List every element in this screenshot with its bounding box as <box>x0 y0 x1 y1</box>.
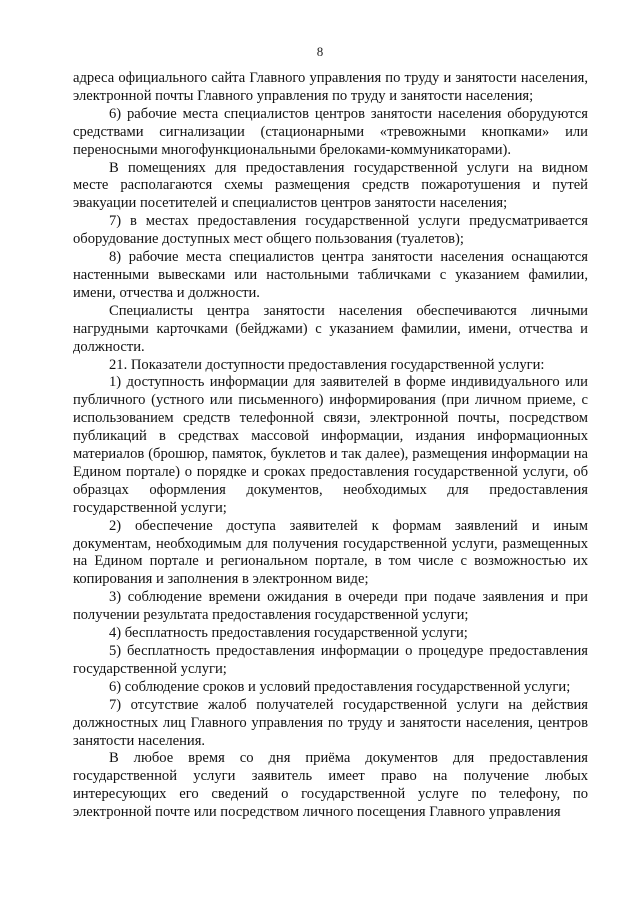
paragraph-1: адреса официального сайта Главного управления по труду и занятости населения, электронной почты Главного управления по труду и занятости населения; <box>73 70 588 104</box>
paragraph-2: 6) рабочие места специалистов центров занятости населения оборудуются средствами сигнализации (стационарными «тревожными кнопками» или переносными многофункциональными брелоками-коммуникаторами). <box>73 105 588 158</box>
paragraph-4: 7) в местах предоставления государственной услуги предусматривается оборудование доступных мест общего пользования (туалетов); <box>73 213 588 248</box>
document-body <box>73 70 588 822</box>
paragraph-10: 3) соблюдение времени ожидания в очереди при подаче заявления и при получении результата предоставления государственной услуги; <box>73 589 588 624</box>
paragraph-9: 2) обеспечение доступа заявителей к формам заявлений и иным документам, необходимым для получения государственной услуги, размещенных на Едином портале и региональном портале, в том числе с возможностью их копирования и заполнения в электронном виде; <box>73 517 588 588</box>
paragraph-11: 4) бесплатность предоставления государственной услуги; <box>109 625 468 642</box>
paragraph-3: В помещениях для предоставления государственной услуги на видном месте располагаются схемы размещения средств пожаротушения и путей эвакуации посетителей и специалистов центров занятости населения; <box>73 159 588 212</box>
paragraph-14: 7) отсутствие жалоб получателей государственной услуги на действия должностных лиц Главного управления по труду и занятости населения, центров занятости населения. <box>73 696 588 749</box>
paragraph-6: Специалисты центра занятости населения обеспечиваются личными нагрудными карточками (бейджами) с указанием фамилии, имени, отчества и должности. <box>73 302 588 355</box>
paragraph-15: В любое время со дня приёма документов для предоставления государственной услуги заявитель имеет право на получение любых интересующих его сведений о государственной услуге по телефону, по электронной почте или посредством личного посещения Главного управления <box>73 750 588 821</box>
paragraph-5: 8) рабочие места специалистов центра занятости населения оснащаются настенными вывесками или настольными табличками с указанием фамилии, имени, отчества и должности. <box>73 249 588 301</box>
paragraph-8: 1) доступность информации для заявителей в форме индивидуального или публичного (устного или письменного) информирования (при личном приеме, с использованием средств телефонной связи, электронной почты, посредством публикаций в средствах массовой информации, издания информационных материалов (брошюр, памяток, буклетов и так далее), размещения информации на Едином портале) о порядке и сроках предоставления государственной услуги, об образцах оформления документов, необходимых для предоставления государственной услуги; <box>73 374 588 516</box>
paragraph-7: 21. Показатели доступности предоставления государственной услуги: <box>109 356 545 373</box>
paragraph-12: 5) бесплатность предоставления информации о процедуре предоставления государственной услуги; <box>73 643 588 677</box>
page-number: 8 <box>316 44 324 59</box>
paragraph-13: 6) соблюдение сроков и условий предоставления государственной услуги; <box>109 678 571 695</box>
